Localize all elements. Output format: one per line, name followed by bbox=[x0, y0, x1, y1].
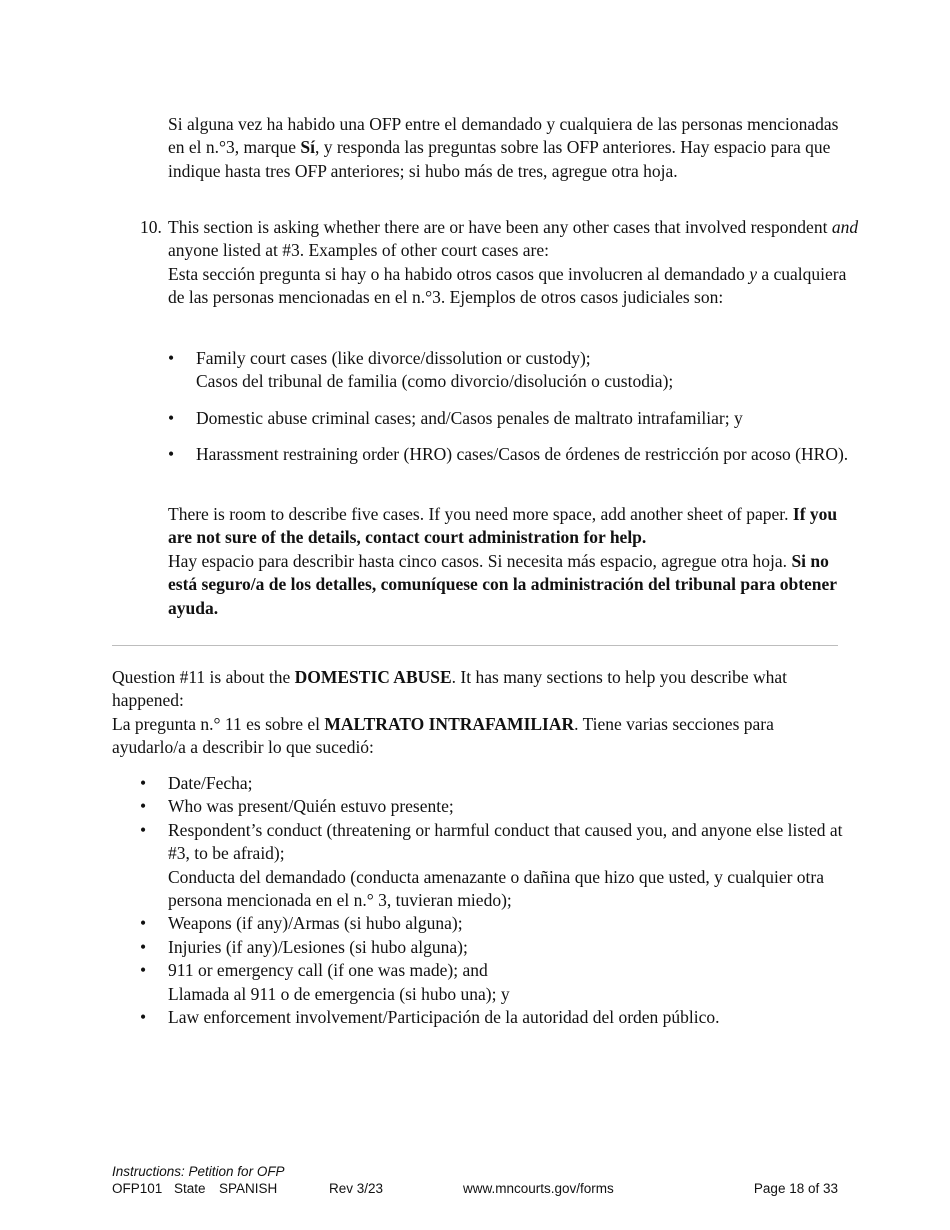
footer-title: Instructions: Petition for OFP bbox=[112, 1164, 285, 1179]
page-footer bbox=[112, 1163, 838, 1197]
item-10-en-text-2: anyone listed at #3. Examples of other court cases are: bbox=[168, 240, 549, 261]
question-11-intro bbox=[112, 666, 847, 760]
bullet-dot: • bbox=[140, 960, 147, 981]
item-10-es-text-2: a cualquiera de las personas mencionadas en el n.°3. Ejemplos de otros casos judiciales son: bbox=[168, 263, 847, 308]
list-item bbox=[140, 772, 855, 795]
room-spanish bbox=[168, 550, 848, 620]
bullet-line: Who was present/Quién estuvo presente; bbox=[168, 796, 454, 817]
bullet-dot: • bbox=[140, 913, 147, 934]
item-10-spanish bbox=[168, 263, 860, 310]
q11-spanish bbox=[112, 713, 847, 760]
q11-english bbox=[112, 666, 847, 713]
list-item bbox=[140, 819, 855, 913]
bullet-line: Harassment restraining order (HRO) cases/Casos de órdenes de restricción por acoso (HRO). bbox=[196, 444, 849, 464]
item-10-es-italic: y bbox=[749, 263, 757, 284]
list-item bbox=[140, 795, 855, 818]
prior-ofp-text-1: Si alguna vez ha habido una OFP entre el demandado y cualquiera de las personas mencionadas en el n.°3, marque bbox=[168, 114, 839, 158]
q11-es-text-2: . Tiene varias secciones para ayudarlo/a a describir lo que sucedió: bbox=[112, 713, 774, 758]
item-10-number: 10. bbox=[140, 217, 162, 237]
room-paragraph bbox=[168, 503, 848, 620]
room-es-text: Hay espacio para describir hasta cinco casos. Si necesita más espacio, agregue otra hoja. bbox=[168, 550, 792, 571]
question-11-list bbox=[140, 772, 855, 1029]
bullet-line: Respondent’s conduct (threatening or harmful conduct that caused you, and anyone else listed at #3, to be afraid); bbox=[168, 819, 843, 864]
q11-es-text-1: La pregunta n.° 11 es sobre el bbox=[112, 713, 325, 734]
bullet-line: Domestic abuse criminal cases; and/Casos penales de maltrato intrafamiliar; y bbox=[196, 408, 743, 428]
item-10-en-text-1: This section is asking whether there are or have been any other cases that involved respondent bbox=[168, 217, 832, 237]
prior-ofp-text-2: , y responda las preguntas sobre las OFP anteriores. Hay espacio para que indique hasta tres OFP anteriores; si hubo más de tres, agregue otra hoja. bbox=[168, 137, 831, 181]
bullet-line: Weapons (if any)/Armas (si hubo alguna); bbox=[168, 913, 463, 934]
q11-en-text-2: . It has many sections to help you describe what happened: bbox=[112, 667, 788, 711]
list-item bbox=[168, 443, 858, 466]
room-english bbox=[168, 503, 848, 550]
bullet-dot: • bbox=[168, 348, 175, 368]
footer-state: State bbox=[174, 1181, 206, 1196]
prior-ofp-si: Sí bbox=[300, 137, 315, 158]
bullet-dot: • bbox=[168, 444, 175, 464]
room-en-text: There is room to describe five cases. If you need more space, add another sheet of paper. bbox=[168, 504, 793, 524]
list-item bbox=[168, 347, 858, 394]
bullet-line: 911 or emergency call (if one was made); and bbox=[168, 960, 488, 981]
bullet-line: Law enforcement involvement/Participación de la autoridad del orden público. bbox=[168, 1007, 720, 1028]
list-item bbox=[140, 1006, 855, 1029]
bullet-line: Llamada al 911 o de emergencia (si hubo una); y bbox=[168, 983, 510, 1004]
footer-revision: Rev 3/23 bbox=[329, 1181, 384, 1196]
item-10-es-text-1: Esta sección pregunta si hay o ha habido otros casos que involucren al demandado bbox=[168, 263, 750, 284]
room-en-bold: If you are not sure of the details, contact court administration for help. bbox=[168, 504, 838, 548]
bullet-dot: • bbox=[140, 796, 147, 817]
item-10-english bbox=[168, 216, 860, 263]
list-item bbox=[140, 912, 855, 935]
list-item bbox=[168, 407, 858, 430]
room-es-bold: Si no está seguro/a de los detalles, comuníquese con la administración del tribunal para obtener ayuda. bbox=[168, 550, 837, 618]
bullet-line: Conducta del demandado (conducta amenazante o dañina que hizo que usted, y cualquier otra persona mencionada en el n.° 3, tuvieran miedo); bbox=[168, 866, 824, 911]
footer-language: SPANISH bbox=[219, 1181, 278, 1196]
footer-url: www.mncourts.gov/forms bbox=[463, 1181, 614, 1196]
bullet-line: Casos del tribunal de familia (como divorcio/disolución o custodia); bbox=[196, 371, 674, 392]
item-10-en-italic: and bbox=[831, 217, 859, 237]
footer-page-number: Page 18 of 33 bbox=[753, 1181, 838, 1196]
prior-ofp-paragraph bbox=[168, 113, 848, 183]
bullet-dot: • bbox=[140, 1007, 147, 1028]
list-item bbox=[140, 959, 855, 1006]
bullet-line: Injuries (if any)/Lesiones (si hubo alguna); bbox=[168, 936, 468, 957]
section-divider bbox=[112, 645, 838, 646]
bullet-line: Date/Fecha; bbox=[168, 773, 253, 793]
bullet-dot: • bbox=[140, 819, 147, 840]
list-item bbox=[140, 936, 855, 959]
q11-es-bold: MALTRATO INTRAFAMILIAR bbox=[324, 713, 575, 734]
footer-form-id: OFP101 bbox=[112, 1181, 163, 1196]
q11-en-bold: DOMESTIC ABUSE bbox=[294, 667, 452, 687]
bullet-dot: • bbox=[140, 936, 147, 957]
bullet-dot: • bbox=[140, 773, 147, 793]
q11-en-text-1: Question #11 is about the bbox=[112, 667, 295, 687]
bullet-dot: • bbox=[168, 408, 175, 428]
bullet-line: Family court cases (like divorce/dissolution or custody); bbox=[196, 348, 591, 368]
item-10 bbox=[140, 216, 860, 310]
